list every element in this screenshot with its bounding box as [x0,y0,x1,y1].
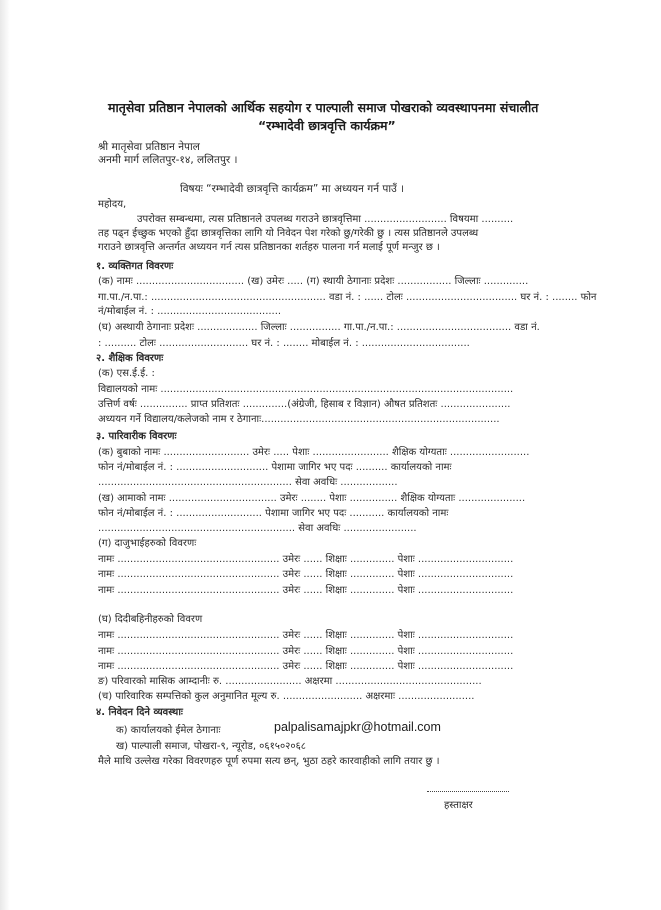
section-personal-title: १. व्यक्तिगत विवरणः [96,261,174,272]
salutation: महोदय, [98,199,127,210]
family-income-line: ङ) परिवारको मासिक आम्दानीः रु. ........................ अक्षरमा .............................................. [98,676,482,687]
brother-row: नामः ................................................... उमेरः ...... शिक्षाः .............. पेशाः .............................. [98,554,514,565]
mother-line-3: .............................................................. सेवा अवधिः ....................... [98,523,417,534]
personal-line-2: गा.पा./न.पा.: ....................................................... वडा नं. : ...... टोलः ................................... घर नं. : ........ फोन [98,292,597,303]
office-address-line: ख) पाल्पाली समाज, पोखरा-९, न्यूरोड, ०६१५०२०६८ [116,741,306,752]
mother-line-2: फोन नं/मोबाईल नं. : ........................... पेशामा जागिर भए पदः ........... कार्यालयको नामः [98,508,449,519]
brothers-title: (ग) दाजुभाईहरुको विवरणः [98,538,197,549]
sister-row: नामः ................................................... उमेरः ...... शिक्षाः .............. पेशाः .............................. [98,661,514,672]
sister-row: नामः ................................................... उमेरः ...... शिक्षाः .............. पेशाः .............................. [98,646,514,657]
education-line-4: अध्ययन गर्ने विद्यालय/कलेजको नाम र ठेगानाः........................................................................... [98,414,500,425]
addressee-name: श्री मातृसेवा प्रतिष्ठान नेपाल [98,141,200,153]
father-line-2: फोन नं/मोबाईल नं. : ............................. पेशामा जागिर भए पदः .......... कार्यालयको नामः [98,462,452,473]
office-email-address: palpalisamajpkr@hotmail.com [274,720,441,734]
form-header-line2: “रम्भादेवी छात्रवृत्ति कार्यक्रम” [258,118,396,133]
signature-label: हस्ताक्षर [444,800,473,811]
section-submission-title: ४. निवेदन दिने व्यवस्थाः [96,707,183,718]
intro-line-3: गराउने छात्रवृत्ति अन्तर्गत अध्ययन गर्न त्यस प्रतिष्ठानका शर्तहरु पालना गर्न मलाई पूर्ण मन्जुर छ । [98,242,440,253]
personal-line-4: (घ) अस्थायी ठेगानाः प्रदेशः ................... जिल्लाः ................ गा.पा./न.पा.: .................................... वडा नं. [98,322,540,333]
section-family-title: ३. पारिवारीक विवरणः [96,431,177,442]
brother-row: नामः ................................................... उमेरः ...... शिक्षाः .............. पेशाः .............................. [98,569,514,580]
education-line-3: उत्तिर्ण वर्षः ............... प्राप्त प्रतिशतः ..............(अंग्रेजी, हिसाब र विज्ञान) औषत प्रतिशतः ...................... [98,399,511,410]
personal-line-1: (क) नामः .................................. (ख) उमेरः ..... (ग) स्थायी ठेगानाः प्रदेशः ................. जिल्लाः .............. [98,276,529,287]
addressee-address: अनमी मार्ग ललितपुर-१४, ललितपुर । [98,154,238,166]
personal-line-5: : .......... टोलः ............................ घर नं. : ........ मोबाईल नं. : .................................. [98,338,470,349]
mother-line-1: (ख) आमाको नामः .................................. उमेरः ........ पेशाः ............... शैक्षिक योग्यताः ..................... [98,493,526,504]
intro-line-1: उपरोक्त सम्बन्धमा, त्यस प्रतिष्ठानले उपलब्ध गराउने छात्रवृत्तिमा .......................... विषयमा .......... [137,214,514,225]
education-line-1: (क) एस.ई.ई. : [98,368,155,379]
office-email-label: क) कार्यालयको ईमेल ठेगानाः [116,725,221,736]
sisters-title: (घ) दिदीबहिनीहरुको विवरण [98,614,203,625]
family-property-line: (च) पारिवारिक सम्पत्तिको कुल अनुमानित मूल्य रु. ......................... अक्षरमाः ........................ [98,691,475,702]
intro-line-2: तह पढ्न ईच्छुक भएको हुँदा छात्रवृत्तिका लागि यो निवेदन पेश गरेको छु/गरेकी छु । त्यस प्रतिष्ठानले उपलब्ध [98,228,479,239]
signature-line [427,791,509,792]
subject-line: विषयः “रम्भादेवी छात्रवृत्ति कार्यक्रम” मा अध्ययन गर्न पाउँ । [180,183,405,195]
form-header-line1: मातृसेवा प्रतिष्ठान नेपालको आर्थिक सहयोग र पाल्पाली समाज पोखराको व्यवस्थापनमा संचालीत [108,100,539,115]
scan-edge [0,0,10,910]
section-education-title: २. शैक्षिक विवरणः [96,353,164,364]
education-line-2: विद्यालयको नामः ............................................................................................................... [98,384,514,395]
personal-line-3: नं/मोबाईल नं. : ....................................... [98,306,282,317]
sister-row: नामः ................................................... उमेरः ...... शिक्षाः .............. पेशाः .............................. [98,630,514,641]
father-line-3: ............................................................. सेवा अवधिः .................. [98,477,398,488]
declaration-line: मैले माथि उल्लेख गरेका विवरणहरु पूर्ण रुपमा सत्य छन्, भुठा ठहरे कारवाहीको लागि तयार छु । [98,756,440,767]
father-line-1: (क) बुबाको नामः ........................... उमेरः ..... पेशाः ........................ शैक्षिक योग्यताः ......................... [98,447,530,458]
brother-row: नामः ................................................... उमेरः ...... शिक्षाः .............. पेशाः .............................. [98,585,514,596]
